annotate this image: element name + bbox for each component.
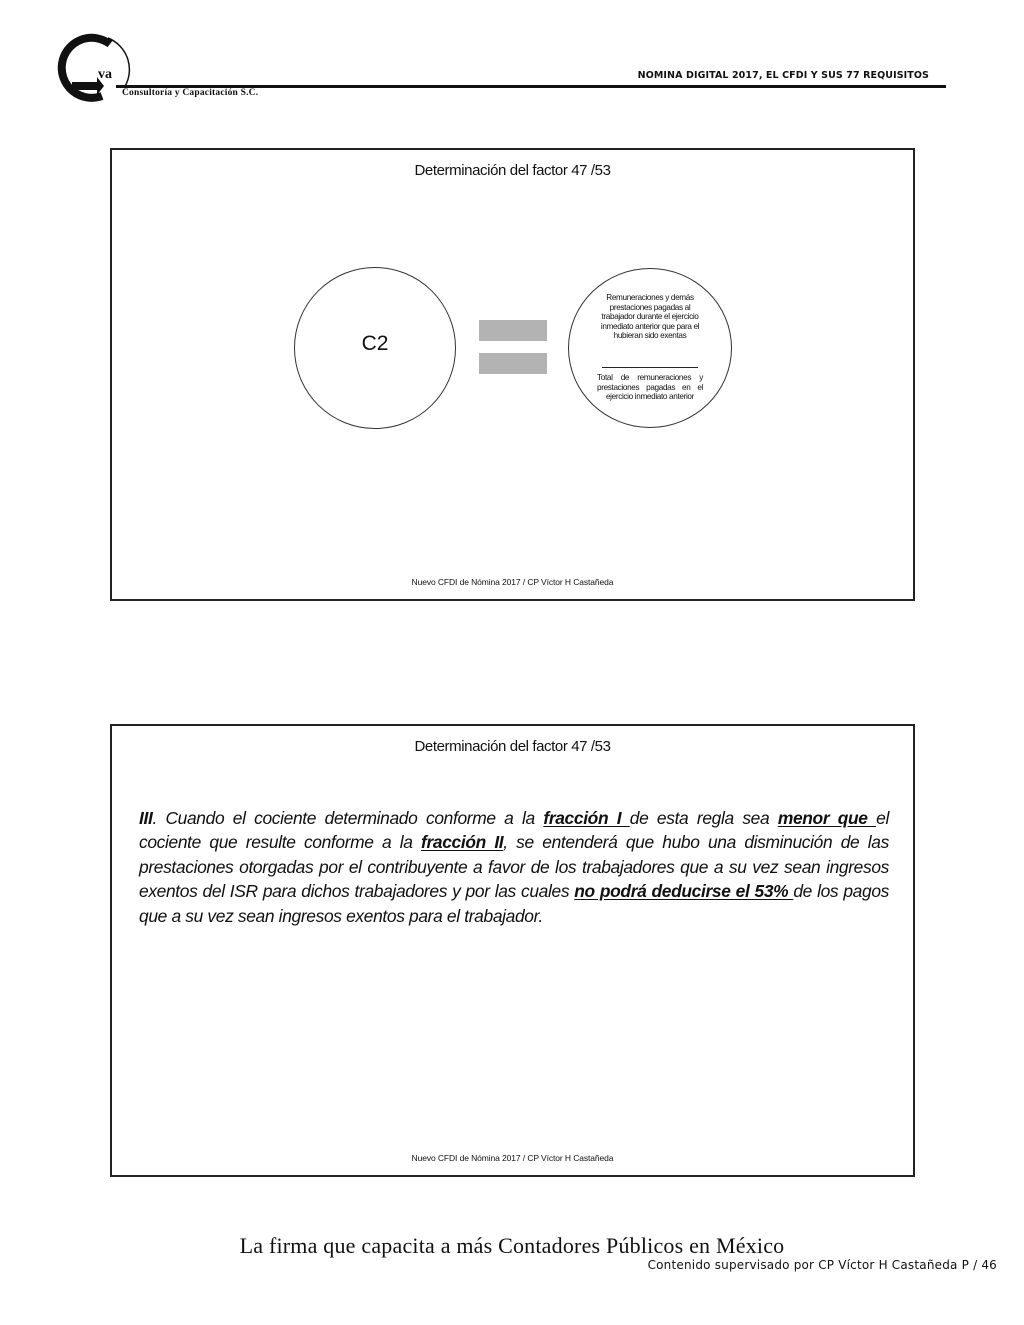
equals-sign-bottom-bar	[479, 353, 547, 374]
fraction-denominator: Total de remuneraciones y prestaciones pagadas en el ejercicio inmediato anterior	[597, 373, 703, 402]
fraction-line	[602, 367, 698, 368]
slide-rule-text	[110, 724, 915, 1177]
tagline: La firma que capacita a más Contadores Públicos en México	[239, 1233, 785, 1258]
emphasis-menor-que: menor que	[777, 808, 877, 828]
document-title: NOMINA DIGITAL 2017, EL CFDI Y SUS 77 REQUISITOS	[637, 70, 929, 81]
roman-numeral: III	[139, 808, 153, 828]
rule-paragraph	[139, 806, 889, 928]
logo-subtitle: Consultoría y Capacitación S.C.	[122, 88, 259, 98]
slide-footer: Nuevo CFDI de Nómina 2017 / CP Víctor H Castañeda	[411, 1153, 614, 1163]
supervised-by-page-number: Contenido supervisado por CP Víctor H Castañeda P / 46	[647, 1258, 997, 1272]
slide-footer: Nuevo CFDI de Nómina 2017 / CP Víctor H Castañeda	[411, 577, 614, 587]
equals-sign-top-bar	[479, 320, 547, 341]
text-segment: de los pagos que a su vez sean ingresos exentos para el trabajador.	[139, 881, 889, 926]
slide-title: Determinación del factor 47 /53	[414, 738, 611, 755]
emphasis-fraccion-i: fracción I	[543, 808, 630, 828]
emphasis-fraccion-ii: fracción II	[421, 832, 504, 853]
emphasis-no-podra-deducirse: no podrá deducirse el 53%	[574, 881, 794, 902]
fraction-numerator: Remuneraciones y demás prestaciones pagadas al trabajador durante el ejercicio inmediato anterior que para el hubieran sido exentas	[600, 293, 700, 341]
c2-circle	[294, 267, 456, 429]
c2-label: C2	[361, 332, 389, 355]
text-segment: , se entenderá que hubo una disminución de las prestaciones otorgadas por el contribuyente a favor de los trabajadores que a su vez sean ingresos exentos del ISR para dichos trabajadores y por las cuales	[139, 832, 889, 902]
text-segment: el cociente que resulte conforme a la	[139, 808, 889, 853]
text-segment: de esta regla sea	[629, 808, 778, 828]
fraction-circle	[568, 268, 732, 428]
logo-text: va	[98, 67, 112, 82]
slide-title: Determinación del factor 47 /53	[414, 162, 611, 179]
text-segment: . Cuando el cociente determinado conforme a la	[152, 808, 544, 828]
slide-factor-diagram	[110, 148, 915, 601]
